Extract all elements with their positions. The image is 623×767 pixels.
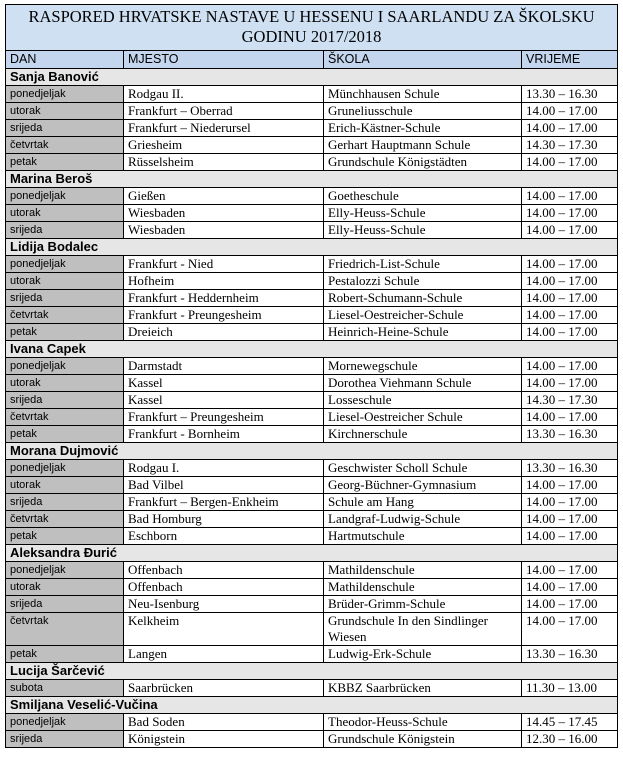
place-cell: Hofheim [124, 273, 324, 290]
place-cell: Frankfurt – Bergen-Enkheim [124, 494, 324, 511]
place-cell: Kassel [124, 392, 324, 409]
table-row [6, 392, 618, 409]
place-cell: Rüsselsheim [124, 154, 324, 171]
place-cell: Saarbrücken [124, 680, 324, 697]
school-cell: KBBZ Saarbrücken [324, 680, 522, 697]
teacher-name: Ivana Capek [6, 341, 618, 358]
place-cell: Bad Vilbel [124, 477, 324, 494]
school-cell: Liesel-Oestreicher-Schule [324, 307, 522, 324]
school-cell: Friedrich-List-Schule [324, 256, 522, 273]
place-cell: Langen [124, 646, 324, 663]
place-cell: Bad Homburg [124, 511, 324, 528]
time-cell: 14.00 – 17.00 [522, 324, 618, 341]
school-cell: Heinrich-Heine-Schule [324, 324, 522, 341]
day-cell: srijeda [6, 731, 124, 748]
table-row [6, 222, 618, 239]
document-title: RASPORED HRVATSKE NASTAVE U HESSENU I SAARLANDU ZA ŠKOLSKU GODINU 2017/2018 [6, 5, 618, 51]
place-cell: Wiesbaden [124, 205, 324, 222]
table-row [6, 714, 618, 731]
place-cell: Frankfurt - Preungesheim [124, 307, 324, 324]
time-cell: 13.30 – 16.30 [522, 460, 618, 477]
day-cell: utorak [6, 477, 124, 494]
table-row [6, 375, 618, 392]
time-cell: 14.30 – 17.30 [522, 392, 618, 409]
table-row [6, 680, 618, 697]
teacher-name: Smiljana Veselić-Vučina [6, 697, 618, 714]
day-cell: ponedjeljak [6, 714, 124, 731]
table-row [6, 256, 618, 273]
table-row [6, 596, 618, 613]
teacher-row [6, 171, 618, 188]
day-cell: petak [6, 324, 124, 341]
time-cell: 11.30 – 13.00 [522, 680, 618, 697]
place-cell: Bad Soden [124, 714, 324, 731]
day-cell: srijeda [6, 392, 124, 409]
time-cell: 14.00 – 17.00 [522, 477, 618, 494]
table-row [6, 103, 618, 120]
place-cell: Frankfurt - Bornheim [124, 426, 324, 443]
school-cell: Elly-Heuss-Schule [324, 205, 522, 222]
school-cell: Losseschule [324, 392, 522, 409]
table-row [6, 562, 618, 579]
day-cell: ponedjeljak [6, 562, 124, 579]
day-cell: utorak [6, 205, 124, 222]
teacher-row [6, 341, 618, 358]
day-cell: četvrtak [6, 613, 124, 646]
school-cell: Robert-Schumann-Schule [324, 290, 522, 307]
time-cell: 14.00 – 17.00 [522, 528, 618, 545]
time-cell: 14.00 – 17.00 [522, 188, 618, 205]
day-cell: ponedjeljak [6, 358, 124, 375]
school-cell: Elly-Heuss-Schule [324, 222, 522, 239]
table-row [6, 290, 618, 307]
table-row [6, 426, 618, 443]
school-cell: Grundschule Königstädten [324, 154, 522, 171]
table-row [6, 188, 618, 205]
teacher-name: Lucija Šarčević [6, 663, 618, 680]
time-cell: 14.00 – 17.00 [522, 579, 618, 596]
table-row [6, 358, 618, 375]
day-cell: petak [6, 646, 124, 663]
schedule-document [5, 4, 617, 748]
school-cell: Landgraf-Ludwig-Schule [324, 511, 522, 528]
school-cell: Pestalozzi Schule [324, 273, 522, 290]
table-row [6, 273, 618, 290]
time-cell: 14.00 – 17.00 [522, 562, 618, 579]
place-cell: Neu-Isenburg [124, 596, 324, 613]
schedule-table [5, 4, 618, 748]
time-cell: 12.30 – 16.00 [522, 731, 618, 748]
place-cell: Wiesbaden [124, 222, 324, 239]
time-cell: 14.00 – 17.00 [522, 273, 618, 290]
school-cell: Theodor-Heuss-Schule [324, 714, 522, 731]
school-cell: Gerhart Hauptmann Schule [324, 137, 522, 154]
day-cell: utorak [6, 579, 124, 596]
time-cell: 14.00 – 17.00 [522, 494, 618, 511]
place-cell: Königstein [124, 731, 324, 748]
time-cell: 13.30 – 16.30 [522, 646, 618, 663]
day-cell: petak [6, 154, 124, 171]
day-cell: srijeda [6, 222, 124, 239]
place-cell: Offenbach [124, 562, 324, 579]
school-cell: Mathildenschule [324, 562, 522, 579]
time-cell: 14.00 – 17.00 [522, 154, 618, 171]
school-cell: Brüder-Grimm-Schule [324, 596, 522, 613]
day-cell: utorak [6, 273, 124, 290]
table-row [6, 324, 618, 341]
table-row [6, 579, 618, 596]
day-cell: četvrtak [6, 307, 124, 324]
place-cell: Offenbach [124, 579, 324, 596]
teacher-name: Lidija Bodalec [6, 239, 618, 256]
day-cell: četvrtak [6, 409, 124, 426]
day-cell: ponedjeljak [6, 188, 124, 205]
day-cell: ponedjeljak [6, 86, 124, 103]
teacher-name: Aleksandra Đurić [6, 545, 618, 562]
table-row [6, 460, 618, 477]
table-row [6, 409, 618, 426]
table-row [6, 528, 618, 545]
header-day: DAN [6, 51, 124, 69]
teacher-name: Morana Dujmović [6, 443, 618, 460]
day-cell: četvrtak [6, 511, 124, 528]
time-cell: 14.00 – 17.00 [522, 205, 618, 222]
table-row [6, 205, 618, 222]
day-cell: ponedjeljak [6, 256, 124, 273]
school-cell: Münchhausen Schule [324, 86, 522, 103]
time-cell: 14.00 – 17.00 [522, 222, 618, 239]
time-cell: 14.00 – 17.00 [522, 358, 618, 375]
time-cell: 14.00 – 17.00 [522, 307, 618, 324]
school-cell: Geschwister Scholl Schule [324, 460, 522, 477]
time-cell: 14.00 – 17.00 [522, 375, 618, 392]
teacher-row [6, 443, 618, 460]
table-row [6, 511, 618, 528]
day-cell: srijeda [6, 596, 124, 613]
school-cell: Liesel-Oestreicher Schule [324, 409, 522, 426]
day-cell: srijeda [6, 494, 124, 511]
place-cell: Rodgau II. [124, 86, 324, 103]
place-cell: Griesheim [124, 137, 324, 154]
place-cell: Kelkheim [124, 613, 324, 646]
school-cell: Hartmutschule [324, 528, 522, 545]
header-place: MJESTO [124, 51, 324, 69]
day-cell: subota [6, 680, 124, 697]
teacher-name: Sanja Banović [6, 69, 618, 86]
table-row [6, 477, 618, 494]
place-cell: Frankfurt – Oberrad [124, 103, 324, 120]
time-cell: 14.00 – 17.00 [522, 103, 618, 120]
table-row [6, 494, 618, 511]
teacher-row [6, 69, 618, 86]
school-cell: Mathildenschule [324, 579, 522, 596]
table-row [6, 86, 618, 103]
teacher-name: Marina Beroš [6, 171, 618, 188]
day-cell: utorak [6, 103, 124, 120]
school-cell: Dorothea Viehmann Schule [324, 375, 522, 392]
teacher-row [6, 697, 618, 714]
place-cell: Frankfurt - Heddernheim [124, 290, 324, 307]
day-cell: četvrtak [6, 137, 124, 154]
header-row [6, 51, 618, 69]
place-cell: Frankfurt – Preungesheim [124, 409, 324, 426]
school-cell: Gruneliusschule [324, 103, 522, 120]
time-cell: 14.45 – 17.45 [522, 714, 618, 731]
time-cell: 14.00 – 17.00 [522, 409, 618, 426]
table-row [6, 731, 618, 748]
school-cell: Grundschule In den Sindlinger Wiesen [324, 613, 522, 646]
time-cell: 14.30 – 17.30 [522, 137, 618, 154]
table-row [6, 307, 618, 324]
time-cell: 14.00 – 17.00 [522, 596, 618, 613]
school-cell: Georg-Büchner-Gymnasium [324, 477, 522, 494]
school-cell: Grundschule Königstein [324, 731, 522, 748]
place-cell: Darmstadt [124, 358, 324, 375]
time-cell: 14.00 – 17.00 [522, 290, 618, 307]
title-row [6, 5, 618, 51]
day-cell: petak [6, 426, 124, 443]
place-cell: Eschborn [124, 528, 324, 545]
day-cell: utorak [6, 375, 124, 392]
table-row [6, 120, 618, 137]
time-cell: 14.00 – 17.00 [522, 256, 618, 273]
header-time: VRIJEME [522, 51, 618, 69]
teacher-row [6, 239, 618, 256]
school-cell: Kirchnerschule [324, 426, 522, 443]
place-cell: Gießen [124, 188, 324, 205]
school-cell: Goetheschule [324, 188, 522, 205]
table-row [6, 646, 618, 663]
school-cell: Erich-Kästner-Schule [324, 120, 522, 137]
table-row [6, 137, 618, 154]
school-cell: Mornewegschule [324, 358, 522, 375]
place-cell: Dreieich [124, 324, 324, 341]
time-cell: 14.00 – 17.00 [522, 120, 618, 137]
header-school: ŠKOLA [324, 51, 522, 69]
school-cell: Schule am Hang [324, 494, 522, 511]
time-cell: 14.00 – 17.00 [522, 511, 618, 528]
time-cell: 14.00 – 17.00 [522, 613, 618, 646]
teacher-row [6, 663, 618, 680]
place-cell: Kassel [124, 375, 324, 392]
day-cell: petak [6, 528, 124, 545]
place-cell: Frankfurt - Nied [124, 256, 324, 273]
table-row [6, 154, 618, 171]
day-cell: srijeda [6, 290, 124, 307]
place-cell: Frankfurt – Niederursel [124, 120, 324, 137]
place-cell: Rodgau I. [124, 460, 324, 477]
teacher-row [6, 545, 618, 562]
day-cell: ponedjeljak [6, 460, 124, 477]
time-cell: 13.30 – 16.30 [522, 86, 618, 103]
school-cell: Ludwig-Erk-Schule [324, 646, 522, 663]
table-row [6, 613, 618, 646]
day-cell: srijeda [6, 120, 124, 137]
time-cell: 13.30 – 16.30 [522, 426, 618, 443]
